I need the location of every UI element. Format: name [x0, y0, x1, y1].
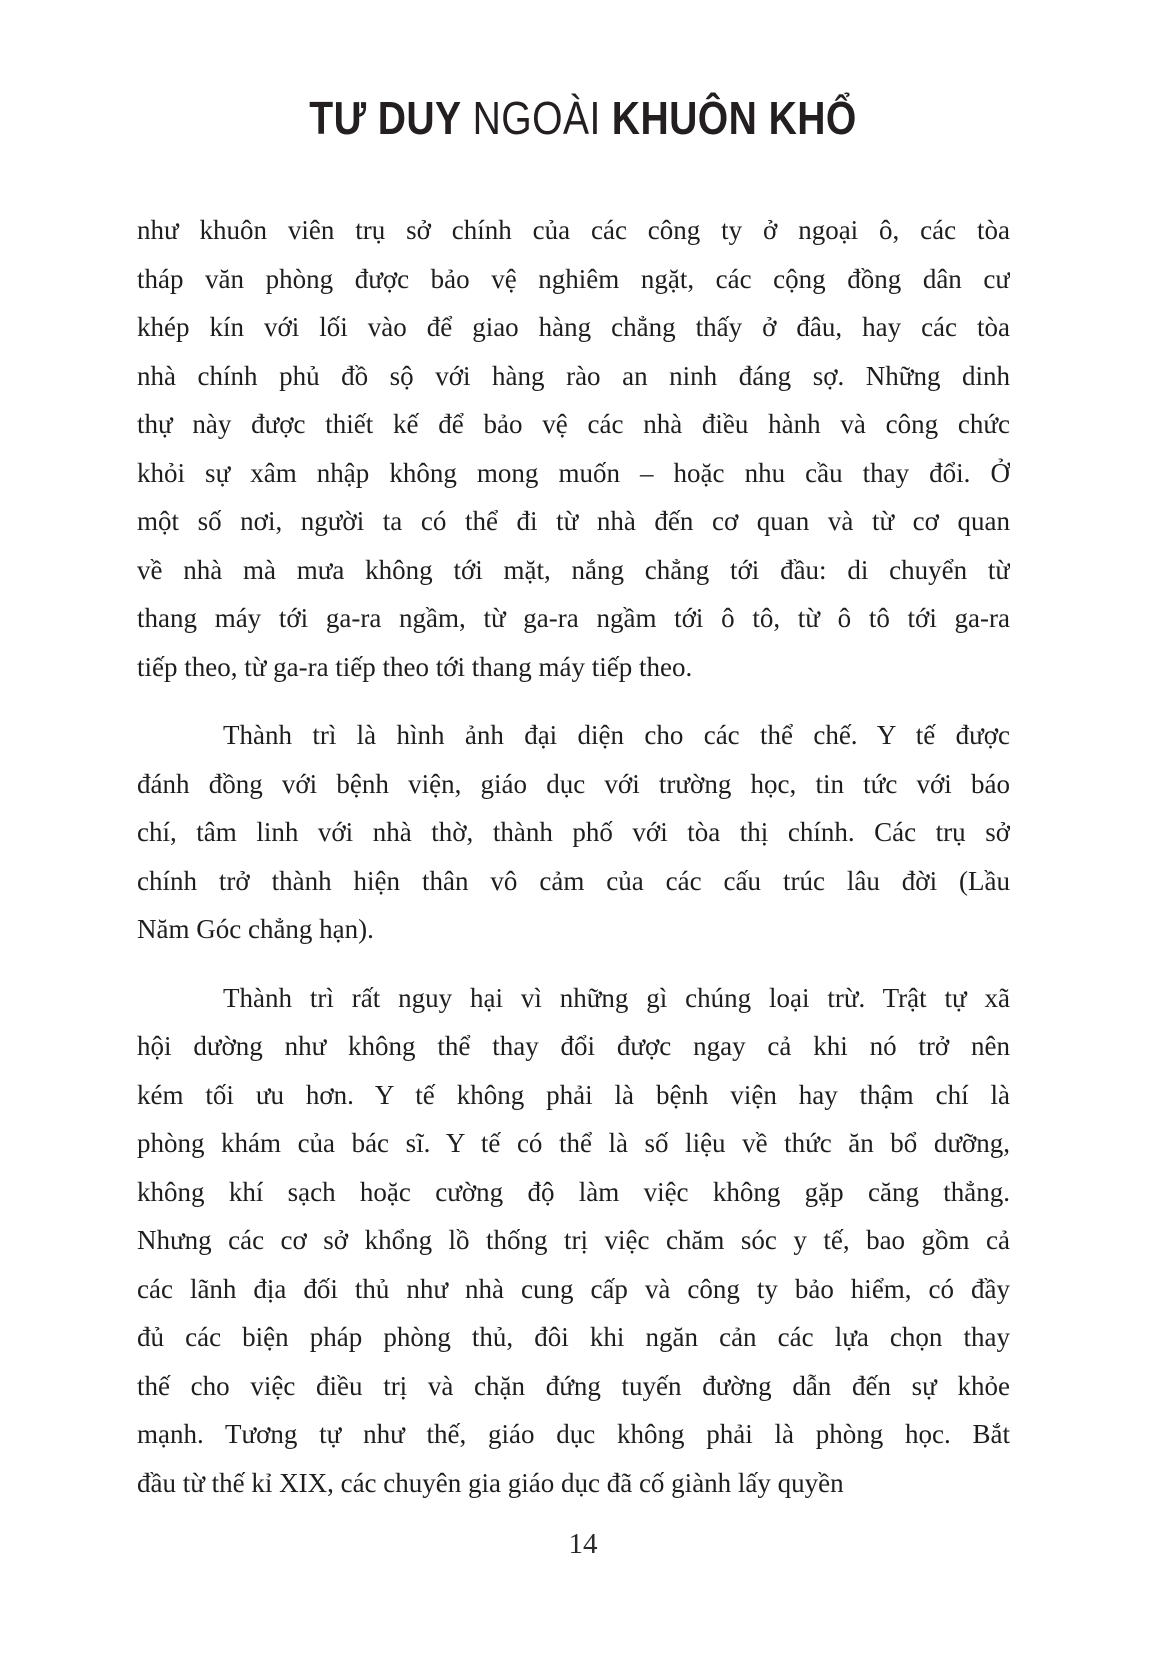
text-line: Thành trì rất nguy hại vì những gì chúng loại trừ. Trật tự xã: [223, 982, 1010, 1013]
text-line: đánh đồng với bệnh viện, giáo dục với trường học, tin tức với báo: [137, 768, 1010, 799]
text-line: khỏi sự xâm nhập không mong muốn – hoặc nhu cầu thay đổi. Ở: [137, 457, 1010, 488]
text-line: như khuôn viên trụ sở chính của các công ty ở ngoại ô, các tòa: [137, 215, 1010, 245]
text-line: thự này được thiết kế để bảo vệ các nhà điều hành và công chức: [137, 409, 1010, 439]
text-line: tháp văn phòng được bảo vệ nghiêm ngặt, các cộng đồng dân cư: [137, 263, 1010, 294]
text-line: phòng khám của bác sĩ. Y tế có thể là số liệu về thức ăn bổ dưỡng,: [137, 1128, 1010, 1158]
paragraph: [137, 206, 1010, 691]
running-head-part-1: TƯ DUY: [309, 92, 462, 144]
page-number: 14: [568, 1528, 598, 1560]
text-line: mạnh. Tương tự như thế, giáo dục không phải là phòng học. Bắt: [137, 1419, 1010, 1449]
text-line: các lãnh địa đối thủ như nhà cung cấp và công ty bảo hiểm, có đầy: [137, 1273, 1010, 1304]
text-line: một số nơi, người ta có thể đi từ nhà đến cơ quan và từ cơ quan: [137, 506, 1010, 536]
text-line: nhà chính phủ đồ sộ với hàng rào an ninh đáng sợ. Những dinh: [137, 360, 1010, 391]
text-line: hội dường như không thể thay đổi được ngay cả khi nó trở nên: [137, 1031, 1010, 1061]
text-line: không khí sạch hoặc cường độ làm việc không gặp căng thẳng.: [137, 1176, 1010, 1207]
paragraph: [137, 711, 1010, 954]
text-line: Năm Góc chẳng hạn).: [137, 914, 374, 944]
text-line: kém tối ưu hơn. Y tế không phải là bệnh viện hay thậm chí là: [137, 1079, 1010, 1110]
text-line: về nhà mà mưa không tới mặt, nắng chẳng tới đầu: di chuyển từ: [137, 554, 1010, 585]
text-line: thế cho việc điều trị và chặn đứng tuyến đường dẫn đến sự khỏe: [137, 1370, 1010, 1401]
text-line: Thành trì là hình ảnh đại diện cho các thể chế. Y tế được: [223, 720, 1010, 750]
text-line: chính trở thành hiện thân vô cảm của các cấu trúc lâu đời (Lầu: [137, 865, 1010, 896]
text-line: tiếp theo, từ ga-ra tiếp theo tới thang máy tiếp theo.: [137, 651, 693, 682]
running-head-part-2: NGOÀI: [472, 92, 601, 144]
text-line: đầu từ thế kỉ XIX, các chuyên gia giáo dục đã cố giành lấy quyền: [137, 1467, 844, 1498]
text-line: khép kín với lối vào để giao hàng chẳng thấy ở đâu, hay các tòa: [137, 312, 1010, 342]
paragraph: [137, 974, 1010, 1508]
text-line: chí, tâm linh với nhà thờ, thành phố với tòa thị chính. Các trụ sở: [137, 817, 1010, 847]
text-line: Nhưng các cơ sở khổng lồ thống trị việc chăm sóc y tế, bao gồm cả: [137, 1225, 1010, 1255]
text-line: thang máy tới ga-ra ngầm, từ ga-ra ngầm tới ô tô, từ ô tô tới ga-ra: [137, 603, 1010, 633]
body-text: [137, 206, 1010, 1507]
running-head-part-3: KHUÔN KHỔ: [611, 92, 857, 144]
text-line: đủ các biện pháp phòng thủ, đôi khi ngăn cản các lựa chọn thay: [137, 1322, 1010, 1352]
running-head-title: [87, 92, 1078, 144]
